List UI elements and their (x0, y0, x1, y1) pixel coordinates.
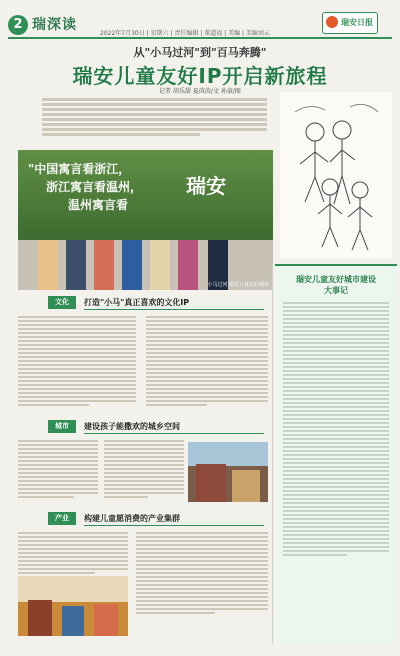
dateline: 2022年7月30日 | 星期六 | 责任编辑 | 董道福 | 美编 | 美编刘云 (100, 30, 270, 37)
timeline-sidebar (275, 264, 397, 646)
header-rule (8, 37, 392, 39)
children-sketch-icon (280, 92, 392, 258)
photo-overlay-line-2: 浙江寓言看温州， (46, 180, 143, 194)
page-header (0, 0, 400, 46)
section-title: 构建儿童愿消费的产业集群 (84, 514, 180, 523)
logo-mark-icon (326, 16, 338, 28)
text-column (18, 314, 136, 408)
logo-text: 瑞安日报 (341, 18, 373, 27)
section-tag: 产业 (48, 512, 76, 525)
newspaper-logo (322, 12, 378, 34)
child-figure (38, 240, 58, 290)
section-name: 瑞深读 (32, 17, 77, 33)
text-column (104, 438, 184, 500)
timeline-entries (283, 300, 389, 558)
article-subtitle: 从"小马过河"到"百马奔腾" (133, 46, 267, 59)
city-photo (188, 442, 268, 502)
feature-photo (18, 150, 273, 290)
industry-photo (18, 576, 128, 636)
section-title: 建设孩子能撒欢的城乡空间 (84, 422, 180, 431)
article-byline: 记者 胡乐甜 夏茵茵/文 孙豪/图 (159, 88, 241, 95)
child-figure (66, 240, 86, 290)
child-figure (178, 240, 198, 290)
section-title: 打造"小马"真正喜欢的文化IP (84, 298, 190, 307)
section-heading-industry (48, 512, 273, 526)
photo-overlay-line-3: 温州寓言看 (68, 198, 129, 212)
section-tag: 文化 (48, 296, 76, 309)
text-column (18, 438, 98, 500)
article-title: 瑞安儿童友好IP开启新旅程 (72, 64, 328, 88)
child-figure (94, 240, 114, 290)
intro-paragraph (42, 96, 267, 140)
photo-overlay-big: 瑞安 (186, 174, 226, 198)
text-column (136, 530, 268, 616)
section-heading-culture (48, 296, 273, 310)
page-number: 2 (8, 15, 28, 35)
photo-caption: 小马过河 瑞安儿童友好城市 (207, 282, 269, 288)
photo-overlay-line-1: "中国寓言看浙江， (28, 162, 131, 176)
section-tag: 城市 (48, 420, 76, 433)
illustration (280, 92, 392, 258)
sidebar-title: 瑞安儿童友好城市建设 大事记 (296, 275, 376, 295)
text-column (146, 314, 268, 408)
text-column (18, 530, 128, 576)
child-figure (122, 240, 142, 290)
child-figure (150, 240, 170, 290)
section-heading-city (48, 420, 273, 434)
